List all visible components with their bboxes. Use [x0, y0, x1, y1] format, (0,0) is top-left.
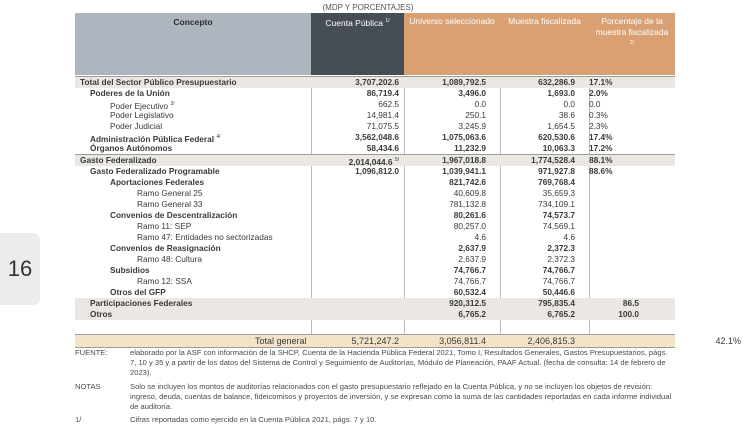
- table-row: [75, 199, 675, 210]
- cell-cuenta-publica: 3,562,048.6: [355, 132, 399, 142]
- table-row: [75, 254, 675, 265]
- cell-porcentaje: 88.1%: [589, 155, 613, 165]
- cell-cuenta-publica: 2,014,044.6 $^{5/}$: [348, 156, 399, 167]
- table-row: [75, 166, 675, 177]
- cell-cuenta-publica: 1,096,812.0: [355, 166, 399, 176]
- cell-porcentaje: 100.0: [618, 309, 639, 319]
- cell-muestra: 4.6: [563, 232, 575, 242]
- cell-muestra: 74,569.1: [542, 221, 575, 231]
- row-label: [137, 221, 191, 232]
- cell-universo: 250.1: [465, 110, 486, 120]
- data-table-body: [75, 76, 675, 320]
- cell-universo: 60,532.4: [453, 287, 486, 297]
- row-label-text: Ramo 47: Entidades no sectorizadas: [137, 232, 273, 242]
- cell-universo: 1,089,792.5: [442, 77, 486, 87]
- row-label-text: Administración Pública Federal: [90, 133, 215, 144]
- cell-porcentaje: 17.4%: [589, 132, 613, 142]
- header-cuenta-publica: Cuenta Pública $^{1/}$: [311, 13, 404, 75]
- cell-porcentaje: 17.1%: [589, 77, 613, 87]
- total-muestra: 2,406,815.3: [527, 336, 575, 346]
- row-label-text: Otros del GFP: [110, 287, 166, 297]
- header-universo: Universo seleccionado: [404, 13, 500, 75]
- note-item: [75, 415, 675, 425]
- total-cuenta-publica: 5,721,247.2: [351, 336, 399, 346]
- row-label-text: Total del Sector Público Presupuestario: [80, 77, 237, 87]
- table-row: [75, 154, 675, 166]
- table-row: [75, 177, 675, 188]
- table-row: [75, 99, 675, 110]
- table-row: [75, 287, 675, 298]
- cell-muestra: 74,573.7: [542, 210, 575, 220]
- cell-universo: 80,261.6: [453, 210, 486, 220]
- table-row: [75, 121, 675, 132]
- cell-muestra: 74,766.7: [542, 276, 575, 286]
- row-label-text: Convenios de Descentralización: [110, 210, 238, 220]
- cell-muestra: 0.0: [563, 99, 575, 109]
- row-label: [80, 77, 237, 88]
- cell-muestra: 795,835.4: [538, 298, 575, 308]
- cell-universo: 3,245.9: [458, 121, 486, 131]
- total-general-row: [75, 334, 741, 348]
- row-label: [110, 177, 204, 188]
- cell-porcentaje: 17.2%: [589, 143, 613, 153]
- row-label: [110, 287, 166, 298]
- row-label-text: Ramo 12: SSA: [137, 276, 192, 286]
- row-label-text: Gasto Federalizado Programable: [90, 166, 220, 176]
- row-label-text: Poder Legislativo: [110, 110, 174, 120]
- table-row: [75, 76, 675, 88]
- table-row: [75, 210, 675, 221]
- cell-porcentaje: 88.6%: [589, 166, 613, 176]
- row-label-text: Gasto Federalizado: [80, 155, 157, 165]
- cell-porcentaje: 2.0%: [589, 88, 608, 98]
- table-row: [75, 110, 675, 121]
- row-label-text: Ramo General 33: [137, 199, 203, 209]
- table-subtitle: (MDP Y PORCENTAJES): [322, 3, 414, 12]
- cell-muestra: 632,286.9: [538, 77, 575, 87]
- cell-muestra: 1,654.5: [547, 121, 575, 131]
- row-label-text: Participaciones Federales: [90, 298, 193, 308]
- note-item: [75, 348, 675, 379]
- total-porcentaje: 42.1%: [715, 336, 741, 346]
- cell-universo: 40,609.8: [453, 188, 486, 198]
- row-label-text: Ramo 48: Cultura: [137, 254, 203, 264]
- table-row: [75, 221, 675, 232]
- header-porcentaje: Porcentaje de la muestra fiscalizada $^{2/}$: [589, 13, 675, 75]
- note-text: Cifras reportadas como ejercido en la Cuenta Pública 2021, págs. 7 y 10.: [130, 415, 377, 425]
- cell-cuenta-publica: 86,719.4: [366, 88, 399, 98]
- row-label: [137, 254, 202, 265]
- note-text: elaborado por la ASF con información de la SHCP, Cuenta de la Hacienda Pública Federal 2021, Tomo I, Resultados Generales, Gastos Presupuestarios, págs. 7, 10 y 35 y a partir de los datos del Sistema de Control y Seguimiento de Auditorías, Módulo de Planeación, PAAF Actual. (fecha de consulta: 14 de febrero de 2023).: [130, 348, 668, 378]
- cell-muestra: 971,927.8: [538, 166, 575, 176]
- row-label: [110, 243, 221, 254]
- note-text: Solo se incluyen los montos de auditorías relacionados con el gasto presupuestario reflejado en la Cuenta Pública, y no se incluyen los objetos de revisión: ingreso, deuda, cuentas de balance, fideicomisos y proyectos de inversión, y se expresan como la suma de las cantidades reportadas en cada informe individual de auditoría.: [130, 381, 672, 412]
- header-concepto: Concepto: [75, 13, 311, 75]
- row-label-text: Aportaciones Federales: [110, 177, 205, 187]
- row-label: [137, 232, 273, 243]
- table-row: [75, 276, 675, 287]
- cell-universo: 1,967,018.8: [442, 155, 486, 165]
- row-label-text: Ramo 11: SEP: [137, 221, 192, 231]
- row-label: [90, 166, 220, 177]
- note-item: [75, 382, 675, 413]
- cell-universo: 1,039,941.1: [442, 166, 486, 176]
- table-row: [75, 265, 675, 276]
- row-label-text: Subsidios: [110, 265, 150, 275]
- row-label: [90, 298, 192, 309]
- cell-cuenta-publica: 662.5: [378, 99, 399, 109]
- cell-universo: 4.6: [474, 232, 486, 242]
- row-label-text: Convenios de Reasignación: [110, 243, 221, 253]
- total-universo: 3,056,811.4: [439, 336, 486, 346]
- row-label: [110, 110, 174, 121]
- cell-muestra: 10,063.3: [542, 143, 575, 153]
- table-row: [75, 188, 675, 199]
- cell-cuenta-publica: 71,075.5: [366, 121, 399, 131]
- cell-universo: 3,496.0: [458, 88, 486, 98]
- table-row: [75, 243, 675, 254]
- cell-muestra: 35,659.3: [542, 188, 575, 198]
- row-label: [110, 210, 237, 221]
- table-row: [75, 132, 675, 143]
- cell-cuenta-publica: 3,707,202.6: [355, 77, 399, 87]
- cell-porcentaje: 0.3%: [589, 110, 608, 120]
- footnote-marker: 5/: [394, 157, 399, 163]
- cell-universo: 781,132.8: [449, 199, 486, 209]
- cell-muestra: 38.6: [558, 110, 575, 120]
- cell-muestra: 2,372.3: [547, 254, 575, 264]
- cell-cuenta-publica: 58,434.6: [366, 143, 399, 153]
- table-row: [75, 143, 675, 154]
- cell-universo: 920,312.5: [449, 298, 486, 308]
- row-label: [110, 265, 150, 276]
- note-key: NOTAS: [75, 381, 101, 391]
- row-label: [110, 121, 162, 132]
- cell-universo: 6,765.2: [458, 309, 486, 319]
- cell-muestra: 769,768.4: [538, 177, 575, 187]
- table-notes: [75, 348, 675, 428]
- cell-cuenta-publica: 14,981.4: [366, 110, 399, 120]
- cell-universo: 11,232.9: [454, 143, 486, 153]
- cell-muestra: 50,446.6: [542, 287, 575, 297]
- note-key: FUENTE:: [75, 348, 108, 357]
- cell-muestra: 1,774,528.4: [531, 155, 575, 165]
- cell-muestra: 1,693.0: [547, 88, 575, 98]
- cell-porcentaje: 0.0: [589, 99, 601, 109]
- cell-porcentaje: 86.5: [622, 298, 639, 308]
- row-label: [137, 276, 192, 287]
- row-label-text: Poder Ejecutivo: [110, 100, 169, 111]
- footnote-marker: 4/: [216, 134, 221, 140]
- table-row: [75, 298, 675, 309]
- row-label-text: Poder Judicial: [110, 121, 163, 131]
- cell-universo: 0.0: [474, 99, 486, 109]
- cell-universo: 74,766.7: [453, 276, 486, 286]
- cell-porcentaje: 2.3%: [589, 121, 608, 131]
- cell-universo: 1,075,063.6: [442, 132, 486, 142]
- cell-universo: 80,257.0: [453, 221, 486, 231]
- header-muestra: Muestra fiscalizada: [500, 13, 589, 75]
- table-row: [75, 88, 675, 99]
- table-row: [75, 309, 675, 320]
- cell-universo: 2,637.9: [458, 243, 486, 253]
- cell-universo: 821,742.6: [449, 177, 486, 187]
- cell-muestra: 2,372.3: [547, 243, 575, 253]
- note-key: 1/: [75, 415, 82, 425]
- row-label-text: Órganos Autónomos: [90, 143, 173, 153]
- footnote-marker: 3/: [170, 101, 175, 107]
- row-label: [90, 143, 172, 154]
- row-label-text: Ramo General 25: [137, 188, 203, 198]
- cell-muestra: 74,766.7: [542, 265, 575, 275]
- row-label: [80, 155, 157, 166]
- row-label: [137, 188, 203, 199]
- cell-muestra: 6,765.2: [547, 309, 575, 319]
- cell-universo: 2,637.9: [458, 254, 486, 264]
- page-number-tab[interactable]: 16: [0, 233, 40, 305]
- row-label-text: Poderes de la Unión: [90, 88, 170, 98]
- row-label: [90, 309, 112, 320]
- cell-muestra: 620,530.6: [538, 132, 575, 142]
- row-label: [137, 199, 203, 210]
- row-label-text: Otros: [90, 309, 113, 319]
- cell-universo: 74,766.7: [453, 265, 486, 275]
- cell-muestra: 734,109.1: [538, 199, 575, 209]
- total-label: Total general: [255, 336, 307, 346]
- table-row: [75, 232, 675, 243]
- row-label: [90, 88, 170, 99]
